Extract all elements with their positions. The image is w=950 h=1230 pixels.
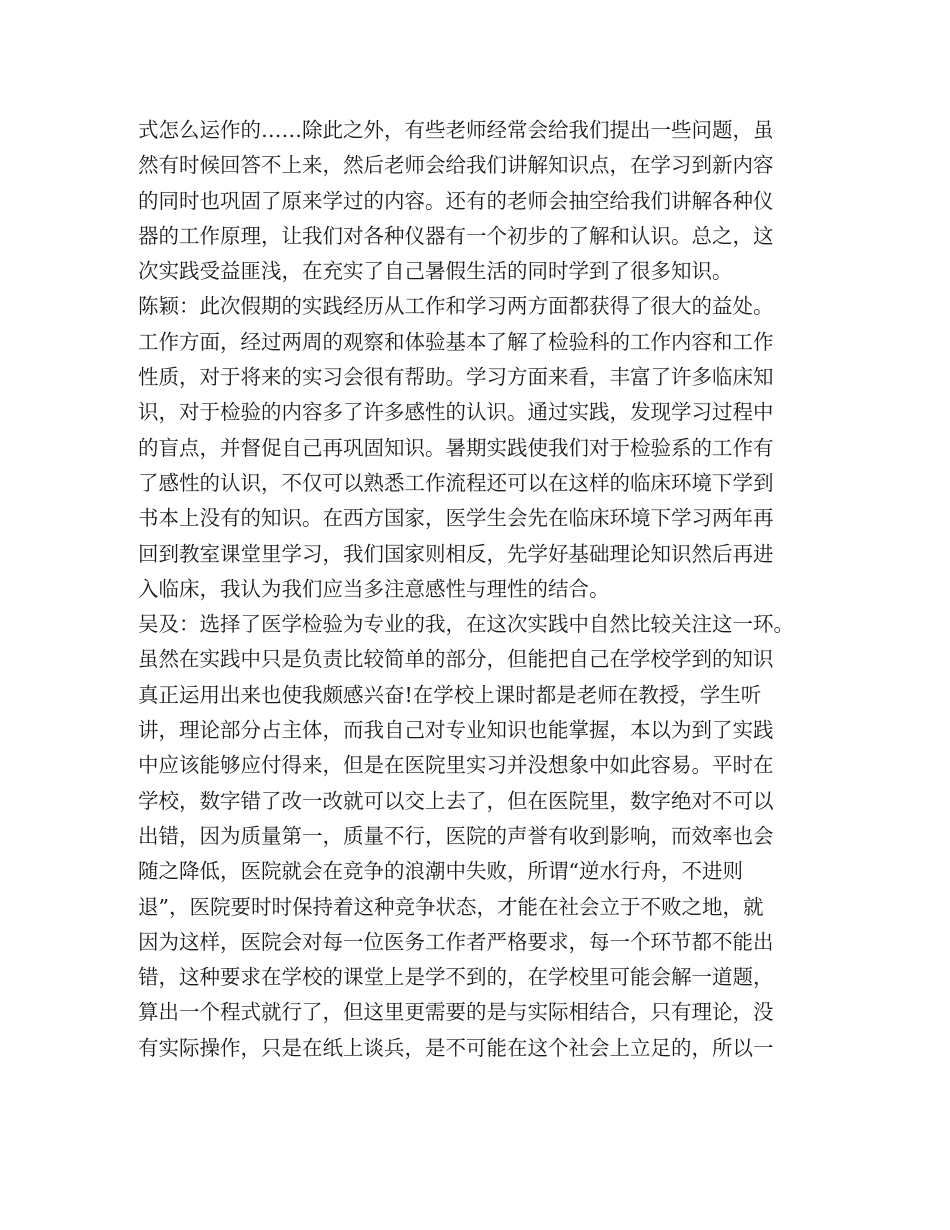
text-line: 器的工作原理，让我们对各种仪器有一个初步的了解和认识。总之，这 <box>138 223 774 248</box>
text-line: 了感性的认识，不仅可以熟悉工作流程还可以在这样的临床环境下学到 <box>138 470 774 495</box>
text-line: 书本上没有的知识。在西方国家，医学生会先在临床环境下学习两年再 <box>138 506 774 531</box>
text-line: 算出一个程式就行了，但这里更需要的是与实际相结合，只有理论，没 <box>138 1000 774 1025</box>
text-line: 真正运用出来也使我颇感兴奋!在学校上课时都是老师在教授，学生听 <box>138 682 762 707</box>
text-line: 的同时也巩固了原来学过的内容。还有的老师会抽空给我们讲解各种仪 <box>138 188 774 213</box>
text-line: 的盲点，并督促自己再巩固知识。暑期实践使我们对于检验系的工作有 <box>138 435 774 460</box>
text-line: 退”，医院要时时保持着这种竞争状态，才能在社会立于不败之地，就 <box>138 894 764 919</box>
text-line: 性质，对于将来的实习会很有帮助。学习方面来看，丰富了许多临床知 <box>138 365 774 390</box>
text-line: 出错，因为质量第一，质量不行，医院的声誉有收到影响，而效率也会 <box>138 823 774 848</box>
text-line: 随之降低，医院就会在竞争的浪潮中失败，所谓“逆水行舟，不进则 <box>138 859 743 884</box>
text-line: 识，对于检验的内容多了许多感性的认识。通过实践，发现学习过程中 <box>138 400 774 425</box>
text-line: 吴及：选择了医学检验为专业的我，在这次实践中自然比较关注这一环。 <box>138 612 794 637</box>
text-line: 学校，数字错了改一改就可以交上去了，但在医院里，数字绝对不可以 <box>138 788 774 813</box>
text-line: 式怎么运作的……除此之外，有些老师经常会给我们提出一些问题，虽 <box>138 118 774 142</box>
text-line: 陈颖：此次假期的实践经历从工作和学习两方面都获得了很大的益处。 <box>138 294 774 319</box>
text-line: 虽然在实践中只是负责比较简单的部分，但能把自己在学校学到的知识 <box>138 647 774 672</box>
text-line: 中应该能够应付得来，但是在医院里实习并没想象中如此容易。平时在 <box>138 753 774 778</box>
text-line: 工作方面，经过两周的观察和体验基本了解了检验科的工作内容和工作 <box>138 329 774 354</box>
text-line: 错，这种要求在学校的课堂上是学不到的，在学校里可能会解一道题， <box>138 965 774 990</box>
text-line: 然有时候回答不上来，然后老师会给我们讲解知识点，在学习到新内容 <box>138 153 774 178</box>
text-line: 讲，理论部分占主体，而我自己对专业知识也能掌握，本以为到了实践 <box>138 718 774 743</box>
text-line: 入临床，我认为我们应当多注意感性与理性的结合。 <box>138 576 610 601</box>
text-line: 回到教室课堂里学习，我们国家则相反，先学好基础理论知识然后再进 <box>138 541 774 566</box>
body-text <box>138 113 838 1066</box>
text-line: 因为这样，医院会对每一位医务工作者严格要求，每一个环节都不能出 <box>138 929 774 954</box>
text-line: 有实际操作，只是在纸上谈兵，是不可能在这个社会上立足的，所以一 <box>138 1035 774 1060</box>
text-line: 次实践受益匪浅，在充实了自己暑假生活的同时学到了很多知识。 <box>138 259 733 284</box>
